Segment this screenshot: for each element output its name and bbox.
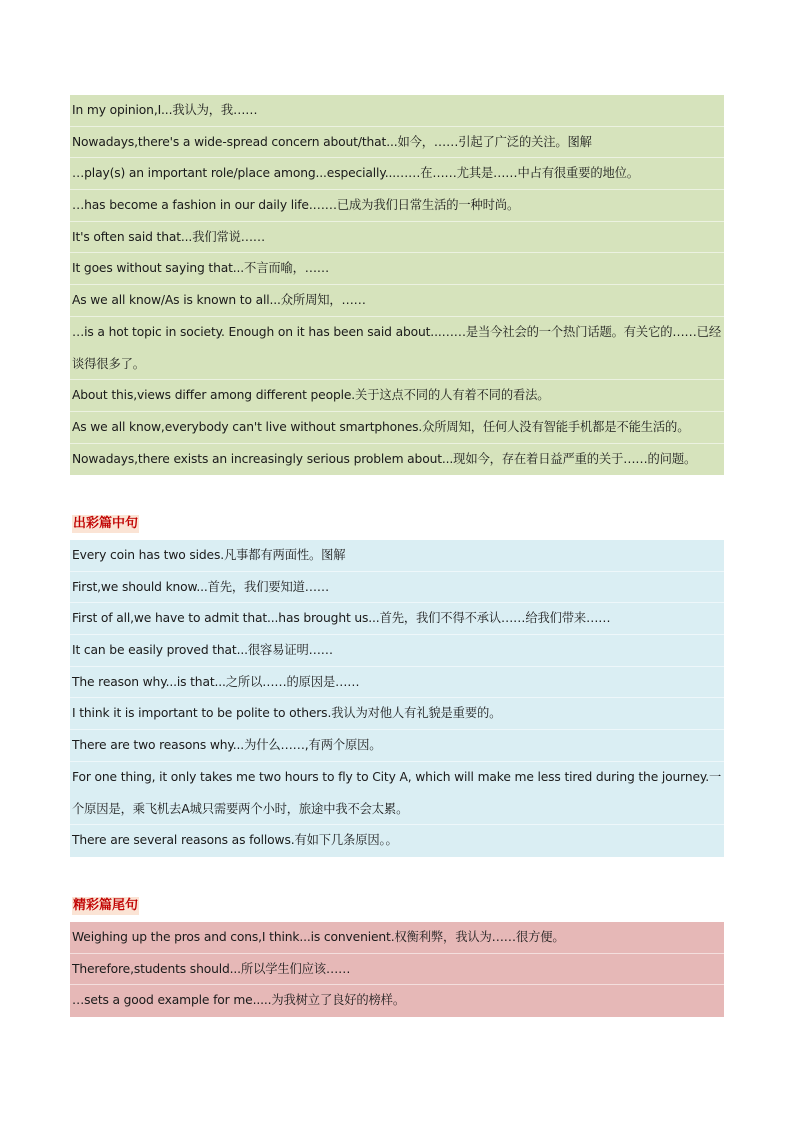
- sentence-row: …has become a fashion in our daily life.……已成为我们日常生活的一种时尚。: [70, 190, 724, 222]
- ending-sentences-block: [70, 922, 724, 1017]
- sentence-row: …play(s) an important role/place among...especially...……在……尤其是……中占有很重要的地位。: [70, 158, 724, 190]
- sentence-row: I think it is important to be polite to others.我认为对他人有礼貌是重要的。: [70, 698, 724, 730]
- sentence-row: There are several reasons as follows.有如下几条原因。。: [72, 833, 398, 848]
- sentence-row: Nowadays,there's a wide-spread concern about/that...如今，……引起了广泛的关注。图解: [70, 127, 724, 159]
- sentence-row: There are two reasons why...为什么……,有两个原因。: [70, 730, 724, 762]
- sentence-row: About this,views differ among different people.关于这点不同的人有着不同的看法。: [70, 380, 724, 412]
- sentence-row: It goes without saying that...不言而喻，……: [70, 253, 724, 285]
- middle-sentences-block: [70, 540, 724, 857]
- sentence-row: As we all know/As is known to all...众所周知，……: [70, 285, 724, 317]
- sentence-row: For one thing, it only takes me two hours to fly to City A, which will make me less tired during the journey.一个原因是，乘飞机去A城只需要两个小时，旅途中我不会太累。: [70, 762, 724, 825]
- sentence-row: Nowadays,there exists an increasingly serious problem about...现如今，存在着日益严重的关于……的问题。: [72, 451, 697, 466]
- sentence-row: First of all,we have to admit that...has brought us...首先，我们不得不承认……给我们带来……: [70, 603, 724, 635]
- sentence-row: …sets a good example for me.....为我树立了良好的榜样。: [72, 993, 405, 1008]
- sentence-row: First,we should know...首先，我们要知道……: [70, 572, 724, 604]
- sentence-row: The reason why...is that...之所以……的原因是……: [70, 667, 724, 699]
- section-heading-middle: 出彩篇中句: [73, 516, 139, 531]
- sentence-row: In my opinion,I...我认为，我……: [70, 95, 724, 127]
- sentence-row: Therefore,students should...所以学生们应该……: [70, 954, 724, 986]
- section-heading-ending: 精彩篇尾句: [73, 898, 139, 913]
- sentence-row: Weighing up the pros and cons,I think...is convenient.权衡利弊，我认为……很方便。: [70, 922, 724, 954]
- sentence-row: As we all know,everybody can't live without smartphones.众所周知，任何人没有智能手机都是不能生活的。: [70, 412, 724, 444]
- sentence-row: It's often said that...我们常说……: [70, 222, 724, 254]
- sentence-row: …is a hot topic in society. Enough on it has been said about...……是当今社会的一个热门话题。有关它的……已经谈得很多了。: [70, 317, 724, 380]
- sentence-row: Every coin has two sides.凡事都有两面性。图解: [70, 540, 724, 572]
- sentence-row: It can be easily proved that...很容易证明……: [70, 635, 724, 667]
- opening-sentences-block: [70, 95, 724, 475]
